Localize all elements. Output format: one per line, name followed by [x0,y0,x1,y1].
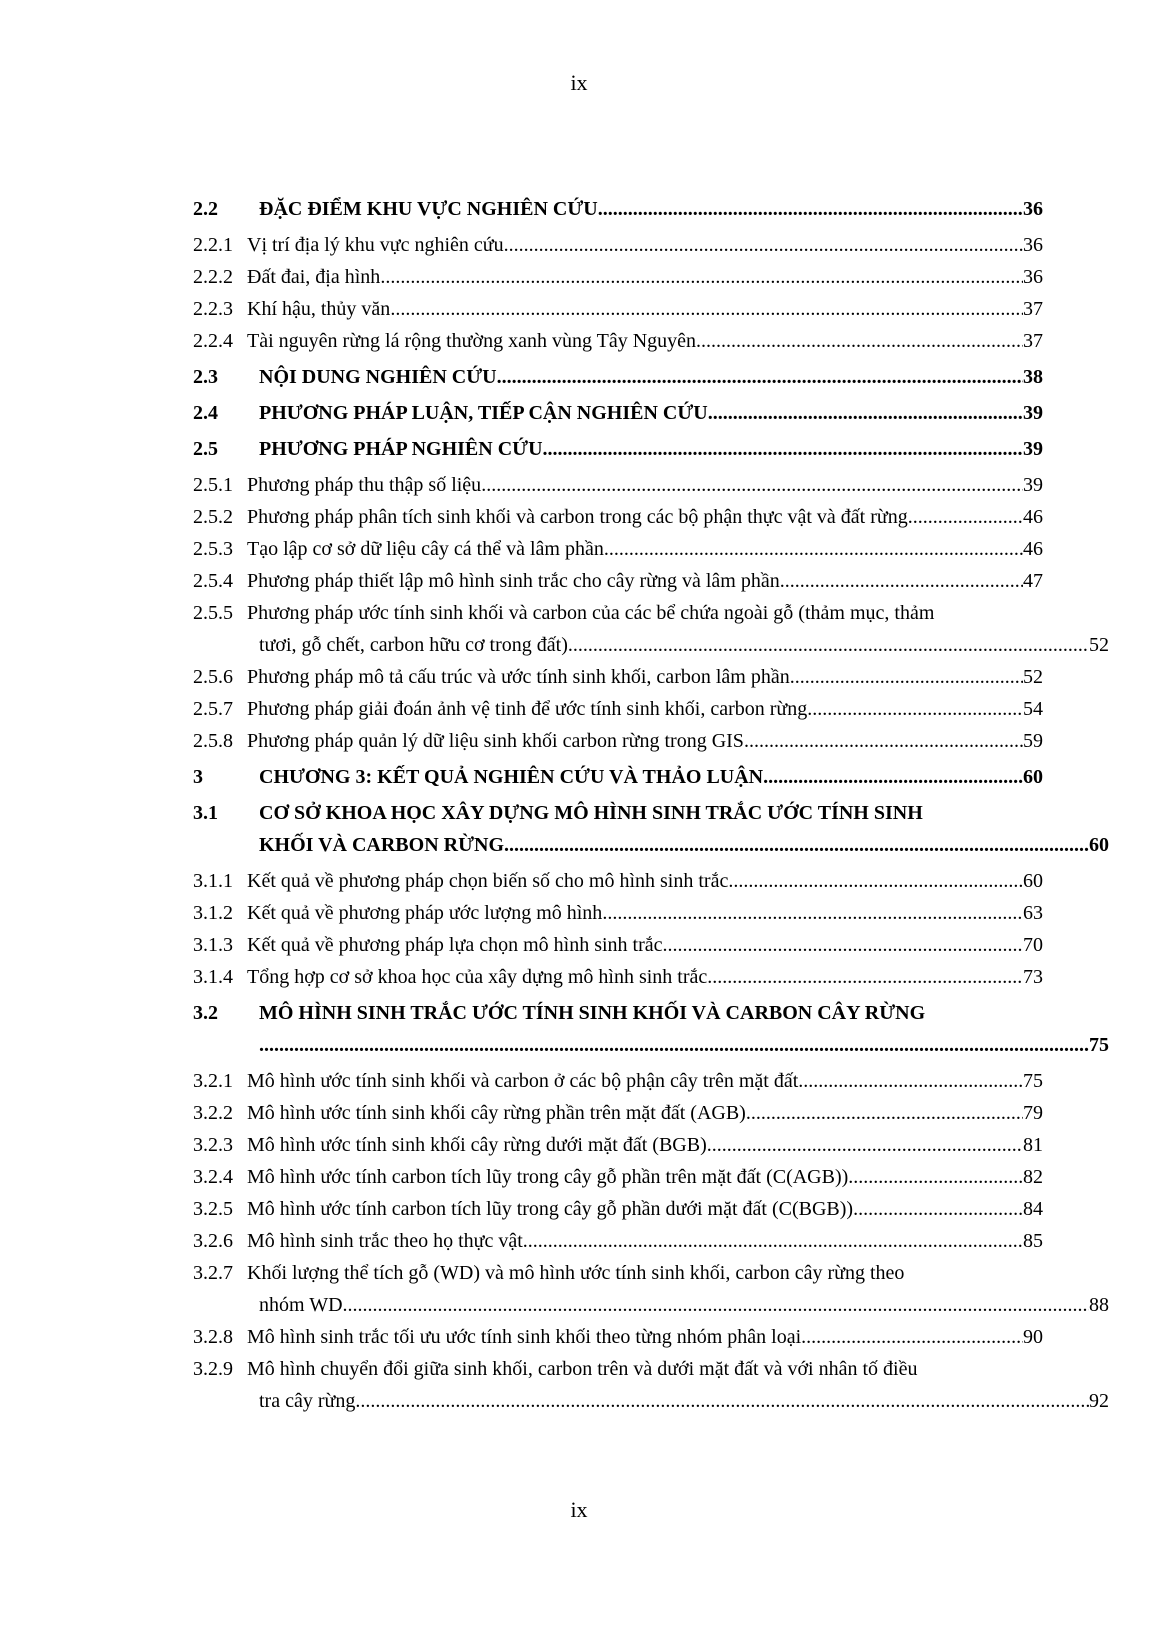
toc-entry-title: MÔ HÌNH SINH TRẮC ƯỚC TÍNH SINH KHỐI VÀ CARBON CÂY RỪNG [259,1002,926,1024]
toc-entry-number: 2.3 [193,366,218,388]
toc-entry-number: 3.2.4 [193,1166,233,1188]
toc-entry-page: 52 [1089,634,1109,656]
dot-leader [780,565,1023,597]
toc-entry[interactable] [193,1321,1043,1353]
toc-entry-page: 38 [1023,366,1043,388]
dot-leader [744,725,1023,757]
toc-entry-title: PHƯƠNG PHÁP NGHIÊN CỨU [259,438,543,460]
toc-entry-title: ĐẶC ĐIỂM KHU VỰC NGHIÊN CỨU [259,198,598,220]
dot-leader [497,361,1023,393]
dot-leader [746,1097,1023,1129]
toc-entry[interactable] [193,1193,1043,1225]
toc-entry-title: Mô hình chuyển đổi giữa sinh khối, carbon trên và dưới mặt đất và với nhân tố điều [247,1358,918,1380]
dot-leader [853,1193,1023,1225]
toc-entry-page: 92 [1089,1390,1109,1412]
toc-entry-number: 2.4 [193,402,218,424]
toc-entry-number: 2.5.2 [193,506,233,528]
toc-entry-title: PHƯƠNG PHÁP LUẬN, TIẾP CẬN NGHIÊN CỨU [259,402,708,424]
toc-entry-page: 47 [1023,570,1043,592]
toc-entry[interactable] [193,193,1043,225]
toc-entry[interactable] [193,293,1043,325]
toc-entry[interactable] [193,469,1043,501]
toc-entry-page: 59 [1023,730,1043,752]
toc-entry-title: Kết quả về phương pháp chọn biến số cho mô hình sinh trắc [247,870,729,892]
toc-entry-title-cont: KHỐI VÀ CARBON RỪNG [259,834,505,856]
toc-entry-page: 39 [1023,402,1043,424]
toc-entry-number: 3.2 [193,1002,218,1024]
toc-entry-title: Phương pháp quản lý dữ liệu sinh khối carbon rừng trong GIS [247,730,744,752]
toc-entry[interactable] [193,397,1043,429]
toc-entry-number: 3.1.4 [193,966,233,988]
toc-entry[interactable] [193,433,1043,465]
toc-entry[interactable] [193,661,1043,693]
toc-entry-page: 60 [1023,870,1043,892]
toc-entry-number: 2.2 [193,198,218,220]
dot-leader [790,661,1023,693]
toc-entry-page: 36 [1023,234,1043,256]
toc-entry-page: 84 [1023,1198,1043,1220]
dot-leader [763,761,1023,793]
toc-entry-title: Phương pháp ước tính sinh khối và carbon của các bể chứa ngoài gỗ (thảm mục, thảm [247,602,935,624]
toc-entry-page: 60 [1023,766,1043,788]
toc-entry[interactable] [193,1353,1109,1417]
toc-entry-page: 36 [1023,266,1043,288]
toc-entry-title: Mô hình ước tính sinh khối cây rừng phần trên mặt đất (AGB) [247,1102,746,1124]
toc-entry-title: Tổng hợp cơ sở khoa học của xây dựng mô hình sinh trắc [247,966,708,988]
dot-leader [707,961,1023,993]
toc-entry[interactable] [193,533,1043,565]
dot-leader [481,469,1023,501]
toc-entry-title: Khối lượng thể tích gỗ (WD) và mô hình ước tính sinh khối, carbon cây rừng theo [247,1262,905,1284]
toc-entry-number: 3 [193,766,203,788]
dot-leader [343,1289,1089,1321]
toc-entry-number: 2.2.3 [193,298,233,320]
dot-leader [259,1029,1089,1061]
toc-entry-page: 39 [1023,438,1043,460]
toc-entry[interactable] [193,1257,1109,1321]
toc-entry-number: 3.1 [193,802,218,824]
toc-entry-title: Đất đai, địa hình [247,266,381,288]
toc-entry[interactable] [193,325,1043,357]
dot-leader [807,693,1023,725]
dot-leader [380,261,1023,293]
toc-entry-title: Mô hình ước tính carbon tích lũy trong cây gỗ phần trên mặt đất (C(AGB)) [247,1166,849,1188]
toc-entry-page: 37 [1023,330,1043,352]
toc-entry-page: 79 [1023,1102,1043,1124]
toc-entry-number: 2.5 [193,438,218,460]
toc-entry-title: CƠ SỞ KHOA HỌC XÂY DỰNG MÔ HÌNH SINH TRẮC ƯỚC TÍNH SINH [259,802,923,824]
toc-entry[interactable] [193,761,1043,793]
toc-entry[interactable] [193,565,1043,597]
toc-entry-number: 3.2.6 [193,1230,233,1252]
toc-entry-page: 85 [1023,1230,1043,1252]
toc-entry[interactable] [193,1225,1043,1257]
toc-entry-page: 75 [1089,1034,1109,1056]
dot-leader [355,1385,1089,1417]
toc-entry-number: 3.2.9 [193,1358,233,1380]
dot-leader [598,193,1023,225]
toc-entry-number: 2.5.3 [193,538,233,560]
dot-leader [390,293,1023,325]
toc-entry-number: 2.5.4 [193,570,233,592]
toc-entry-number: 2.5.8 [193,730,233,752]
toc-entry-number: 3.2.2 [193,1102,233,1124]
dot-leader [568,629,1089,661]
dot-leader [728,865,1023,897]
toc-entry-number: 3.2.3 [193,1134,233,1156]
toc-entry-number: 3.2.8 [193,1326,233,1348]
toc-entry-title: Phương pháp mô tả cấu trúc và ước tính sinh khối, carbon lâm phần [247,666,790,688]
toc-entry-number: 2.2.1 [193,234,233,256]
dot-leader [708,397,1023,429]
toc-entry-number: 3.1.1 [193,870,233,892]
toc-entry-title: Kết quả về phương pháp lựa chọn mô hình sinh trắc [247,934,663,956]
toc-entry[interactable] [193,361,1043,393]
dot-leader [523,1225,1023,1257]
toc-entry[interactable] [193,997,1109,1061]
toc-entry-title: Kết quả về phương pháp ước lượng mô hình [247,902,603,924]
toc-entry[interactable] [193,725,1043,757]
toc-entry-title: Mô hình sinh trắc tối ưu ước tính sinh khối theo từng nhóm phân loại [247,1326,802,1348]
toc-entry[interactable] [193,961,1043,993]
toc-entry[interactable] [193,501,1043,533]
toc-entry[interactable] [193,693,1043,725]
toc-entry-title: Tài nguyên rừng lá rộng thường xanh vùng Tây Nguyên [247,330,697,352]
toc-entry-title-cont: tươi, gỗ chết, carbon hữu cơ trong đất) [259,634,568,656]
dot-leader [696,325,1023,357]
toc-entry-page: 73 [1023,966,1043,988]
toc-entry-title: Tạo lập cơ sở dữ liệu cây cá thể và lâm phần [247,538,604,560]
toc-entry[interactable] [193,897,1043,929]
toc-entry-page: 54 [1023,698,1043,720]
toc-entry-title: Phương pháp phân tích sinh khối và carbon trong các bộ phận thực vật và đất rừng [247,506,908,528]
toc-entry-title: Mô hình ước tính carbon tích lũy trong cây gỗ phần dưới mặt đất (C(BGB)) [247,1198,854,1220]
dot-leader [604,533,1023,565]
dot-leader [504,829,1089,861]
toc-entry-title: Mô hình ước tính sinh khối và carbon ở các bộ phận cây trên mặt đất [247,1070,799,1092]
toc-entry-title: Phương pháp thu thập số liệu [247,474,482,496]
toc-entry-title: CHƯƠNG 3: KẾT QUẢ NGHIÊN CỨU VÀ THẢO LUẬN [259,766,764,788]
toc-entry[interactable] [193,929,1043,961]
toc-entry-title: NỘI DUNG NGHIÊN CỨU [259,366,497,388]
toc-entry-page: 90 [1023,1326,1043,1348]
dot-leader [663,929,1024,961]
toc-entry-title: Phương pháp thiết lập mô hình sinh trắc cho cây rừng và lâm phần [247,570,780,592]
toc-entry-number: 2.2.2 [193,266,233,288]
dot-leader [798,1065,1023,1097]
toc-entry-number: 2.5.6 [193,666,233,688]
dot-leader [504,229,1023,261]
table-of-contents [193,189,1109,1417]
toc-entry-title: Mô hình ước tính sinh khối cây rừng dưới mặt đất (BGB) [247,1134,707,1156]
toc-entry[interactable] [193,1161,1043,1193]
toc-entry[interactable] [193,865,1043,897]
toc-entry[interactable] [193,1097,1043,1129]
toc-entry-page: 75 [1023,1070,1043,1092]
dot-leader [908,501,1023,533]
toc-entry-number: 2.5.7 [193,698,233,720]
toc-entry[interactable] [193,229,1043,261]
toc-entry-number: 3.2.1 [193,1070,233,1092]
toc-entry-number: 2.5.1 [193,474,233,496]
toc-entry[interactable] [193,797,1109,861]
toc-entry-number: 3.2.7 [193,1262,233,1284]
toc-entry-title-cont: tra cây rừng [259,1390,356,1412]
page-number-top: ix [570,70,588,95]
toc-entry-number: 2.5.5 [193,602,233,624]
dot-leader [707,1129,1023,1161]
toc-entry[interactable] [193,1065,1043,1097]
toc-entry-title: Phương pháp giải đoán ảnh vệ tinh để ước tính sinh khối, carbon rừng [247,698,808,720]
dot-leader [543,433,1023,465]
toc-entry-page: 60 [1089,834,1109,856]
toc-entry-number: 2.2.4 [193,330,233,352]
toc-entry-page: 70 [1023,934,1043,956]
toc-entry-page: 81 [1023,1134,1043,1156]
dot-leader [602,897,1023,929]
page-number-bottom: ix [570,1497,588,1522]
dot-leader [801,1321,1023,1353]
toc-entry-number: 3.1.2 [193,902,233,924]
toc-entry-title-cont: nhóm WD [259,1294,343,1316]
toc-entry-page: 63 [1023,902,1043,924]
toc-entry-page: 39 [1023,474,1043,496]
toc-entry-title: Vị trí địa lý khu vực nghiên cứu [247,234,504,256]
toc-entry[interactable] [193,261,1043,293]
toc-entry-page: 88 [1089,1294,1109,1316]
dot-leader [848,1161,1023,1193]
toc-entry-title: Khí hậu, thủy văn [247,298,391,320]
toc-entry[interactable] [193,597,1109,661]
toc-entry-page: 52 [1023,666,1043,688]
toc-entry-title: Mô hình sinh trắc theo họ thực vật [247,1230,523,1252]
toc-entry-page: 37 [1023,298,1043,320]
toc-entry-page: 46 [1023,538,1043,560]
toc-entry-number: 3.1.3 [193,934,233,956]
toc-entry-page: 36 [1023,198,1043,220]
toc-entry-number: 3.2.5 [193,1198,233,1220]
toc-entry[interactable] [193,1129,1043,1161]
toc-entry-page: 82 [1023,1166,1043,1188]
toc-entry-page: 46 [1023,506,1043,528]
